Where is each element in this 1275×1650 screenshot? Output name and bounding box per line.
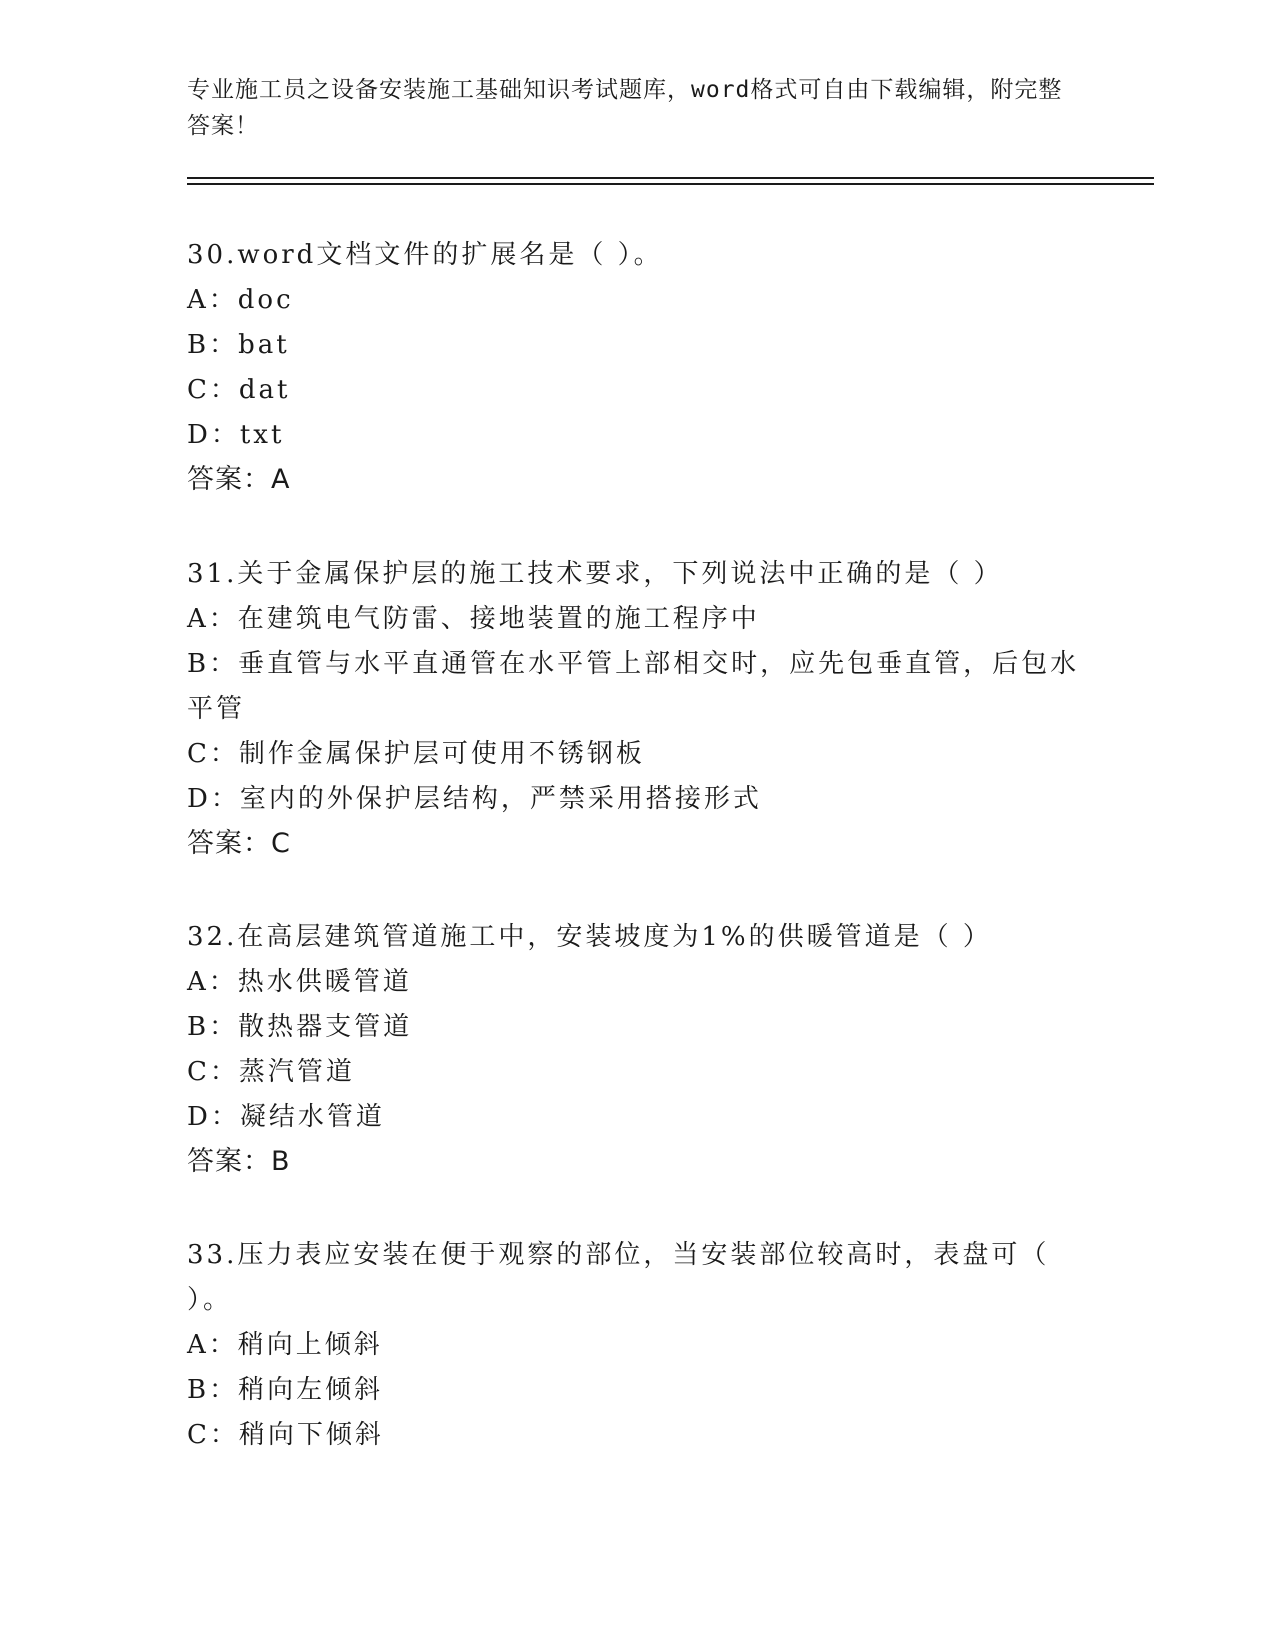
option-c: C：稍向下倾斜 — [187, 1420, 384, 1450]
answer-line: 答案：B — [187, 1146, 291, 1177]
option-b: B：bat — [187, 330, 290, 360]
question-stem: 33.压力表应安装在便于观察的部位，当安装部位较高时，表盘可（ ）。 — [187, 1240, 1050, 1315]
header-rule-top — [187, 177, 1154, 179]
option-d: D：txt — [187, 420, 285, 450]
option-b: B：稍向左倾斜 — [187, 1375, 384, 1405]
document-header: 专业施工员之设备安装施工基础知识考试题库，word格式可自由下载编辑，附完整答案！ — [187, 77, 1063, 139]
option-c: C：蒸汽管道 — [187, 1057, 355, 1087]
question-stem: 30.word文档文件的扩展名是（ ）。 — [187, 240, 663, 270]
option-a: A：稍向上倾斜 — [187, 1330, 383, 1360]
option-a: A：doc — [187, 285, 294, 315]
question-stem: 31.关于金属保护层的施工技术要求，下列说法中正确的是（ ） — [187, 559, 1003, 589]
question-stem: 32.在高层建筑管道施工中，安装坡度为1%的供暖管道是（ ） — [187, 922, 992, 952]
option-a: A：在建筑电气防雷、接地装置的施工程序中 — [187, 604, 760, 634]
option-b: B：垂直管与水平直通管在水平管上部相交时，应先包垂直管，后包水平管 — [187, 649, 1080, 724]
question-31 — [187, 552, 1087, 866]
question-30 — [187, 233, 1087, 502]
question-33 — [187, 1233, 1087, 1458]
answer-line: 答案：A — [187, 464, 291, 495]
option-d: D：凝结水管道 — [187, 1102, 385, 1132]
answer-line: 答案：C — [187, 828, 291, 859]
question-32 — [187, 915, 1087, 1184]
option-c: C：制作金属保护层可使用不锈钢板 — [187, 739, 645, 769]
option-b: B：散热器支管道 — [187, 1012, 413, 1042]
option-a: A：热水供暖管道 — [187, 967, 412, 997]
option-d: D：室内的外保护层结构，严禁采用搭接形式 — [187, 784, 762, 814]
option-c: C：dat — [187, 375, 291, 405]
header-rule-bottom — [187, 183, 1154, 185]
